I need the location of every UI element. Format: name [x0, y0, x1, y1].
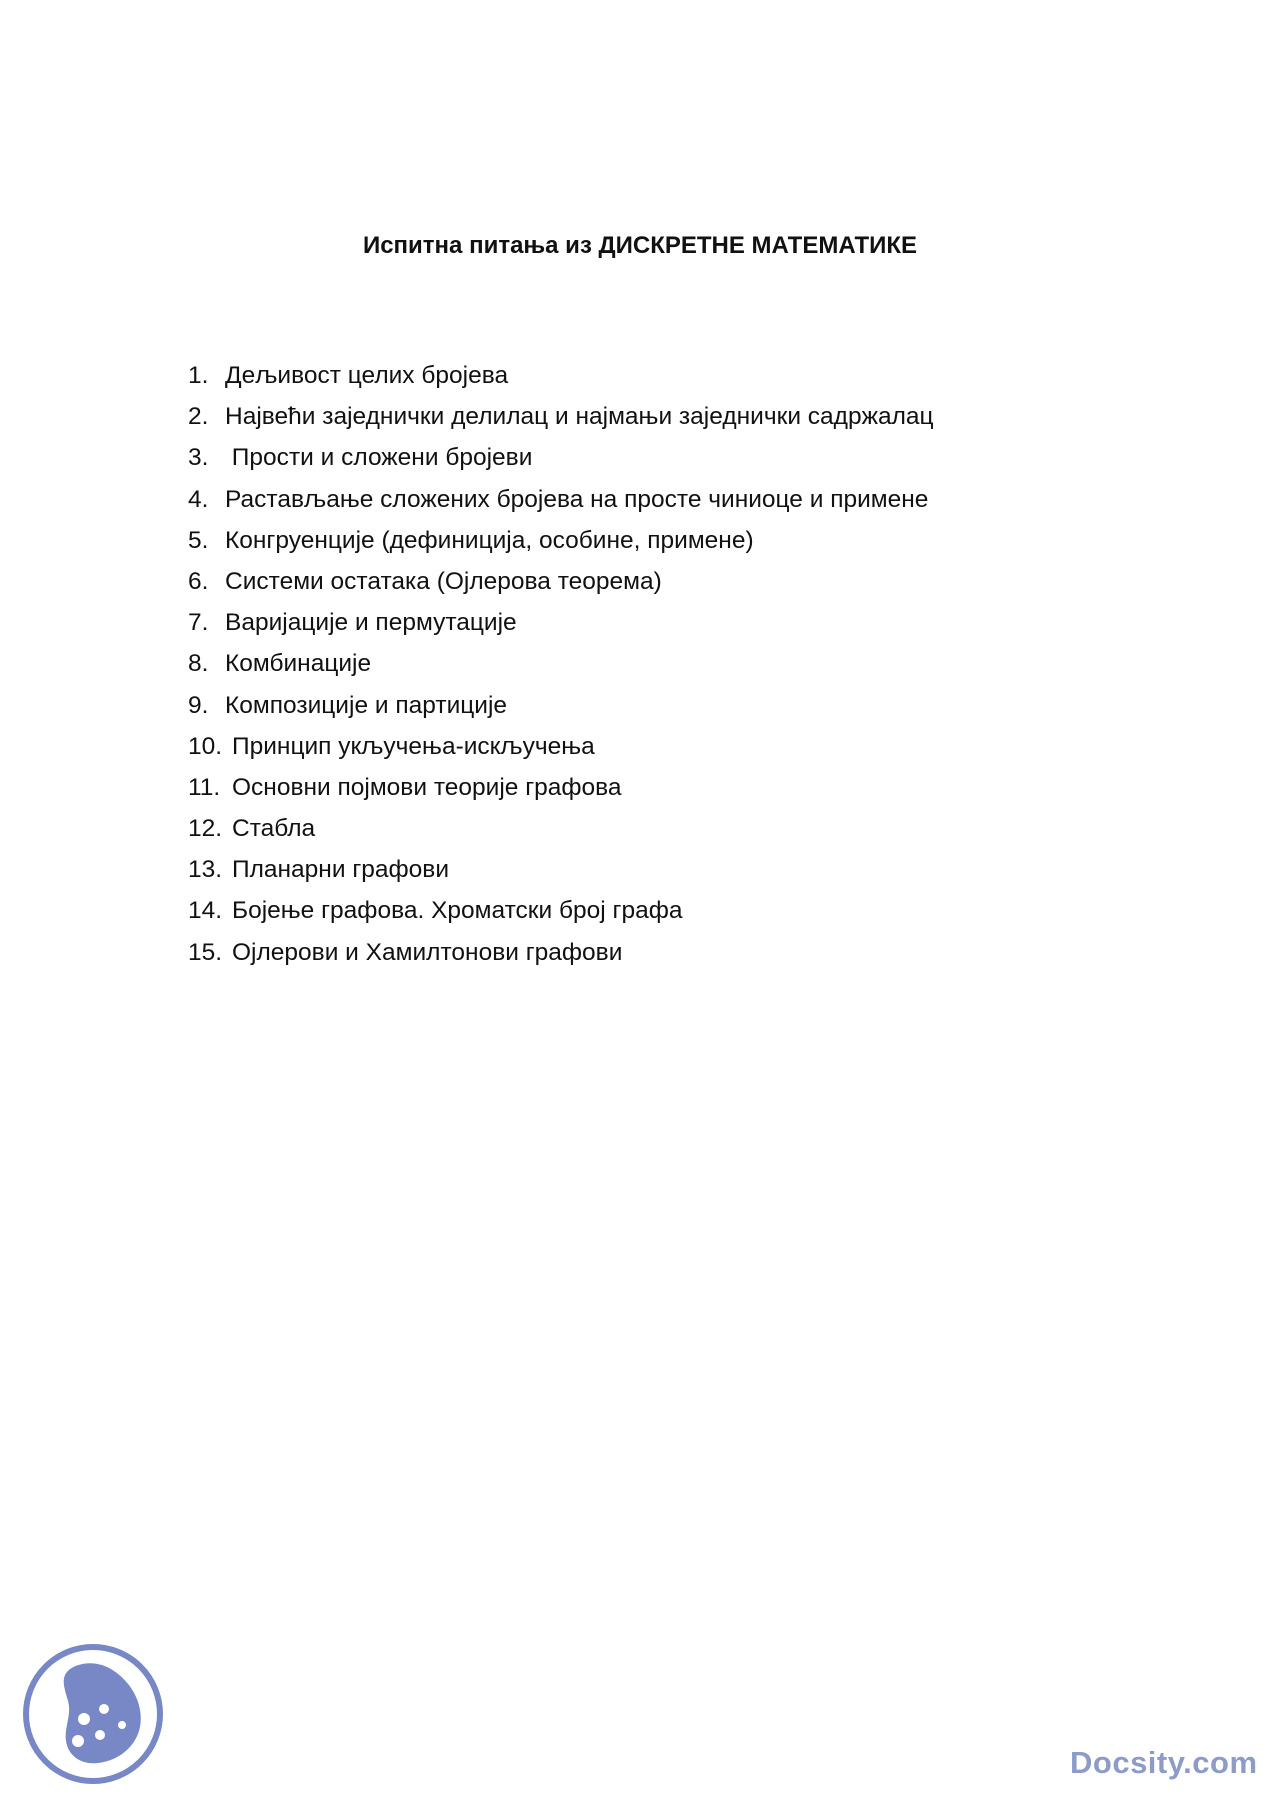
item-number: 6.	[188, 567, 209, 595]
item-text: Системи остатака (Ојлерова теорема)	[225, 567, 662, 595]
item-text: Највећи заједнички делилац и најмањи заједнички садржалац	[225, 403, 934, 431]
item-text: Конгруенције (дефиниција, особине, примене)	[225, 526, 754, 554]
item-text: Комбинације	[225, 650, 372, 678]
list-item	[188, 561, 1128, 602]
question-list	[188, 355, 1128, 973]
list-item	[188, 520, 1128, 561]
item-text: Прости и сложени бројеви	[225, 444, 533, 472]
item-text: Растављање сложених бројева на просте чиниоце и примене	[225, 485, 929, 513]
list-item	[188, 890, 1128, 931]
list-item	[188, 849, 1128, 890]
list-item	[188, 437, 1128, 478]
item-number: 4.	[188, 485, 209, 513]
item-text: Дељивост целих бројева	[225, 362, 509, 389]
item-number: 12.	[188, 815, 223, 843]
list-item	[188, 685, 1128, 726]
item-text: Бојење графова. Хроматски број графа	[232, 897, 683, 925]
item-number: 5.	[188, 526, 209, 554]
item-text: Ојлерови и Хамилтонови графови	[232, 938, 623, 966]
list-item	[188, 396, 1128, 437]
item-number: 8.	[188, 650, 209, 678]
list-item	[188, 479, 1128, 520]
item-text: Основни појмови теорије графова	[232, 773, 622, 801]
docsity-logo-graphic	[22, 1643, 164, 1785]
item-number: 14.	[188, 897, 223, 925]
docsity-logo-icon	[22, 1643, 164, 1785]
item-text: Варијације и пермутације	[225, 609, 517, 637]
list-item	[188, 726, 1128, 767]
item-number: 10.	[188, 732, 223, 760]
item-number: 13.	[188, 856, 223, 884]
item-number: 2.	[188, 403, 209, 431]
item-number: 9.	[188, 691, 209, 719]
list-item	[188, 808, 1128, 849]
list-item	[188, 932, 1128, 973]
item-number: 11.	[188, 773, 221, 801]
item-text: Планарни графови	[232, 856, 450, 884]
item-text: Композиције и партиције	[225, 691, 508, 719]
item-number: 15.	[188, 938, 223, 966]
item-number: 1.	[188, 362, 209, 389]
list-item	[188, 355, 1128, 396]
list-item	[188, 767, 1128, 808]
item-text: Принцип укључења-искључења	[232, 732, 595, 760]
list-item	[188, 602, 1128, 643]
item-text: Стабла	[232, 815, 316, 843]
item-number: 3.	[188, 444, 209, 472]
document-title: Испитна питања из ДИСКРЕТНЕ МАТЕМАТИКЕ	[362, 232, 918, 259]
item-number: 7.	[188, 609, 209, 637]
docsity-brand-text: Docsity.com	[1070, 1745, 1258, 1780]
list-item	[188, 643, 1128, 684]
